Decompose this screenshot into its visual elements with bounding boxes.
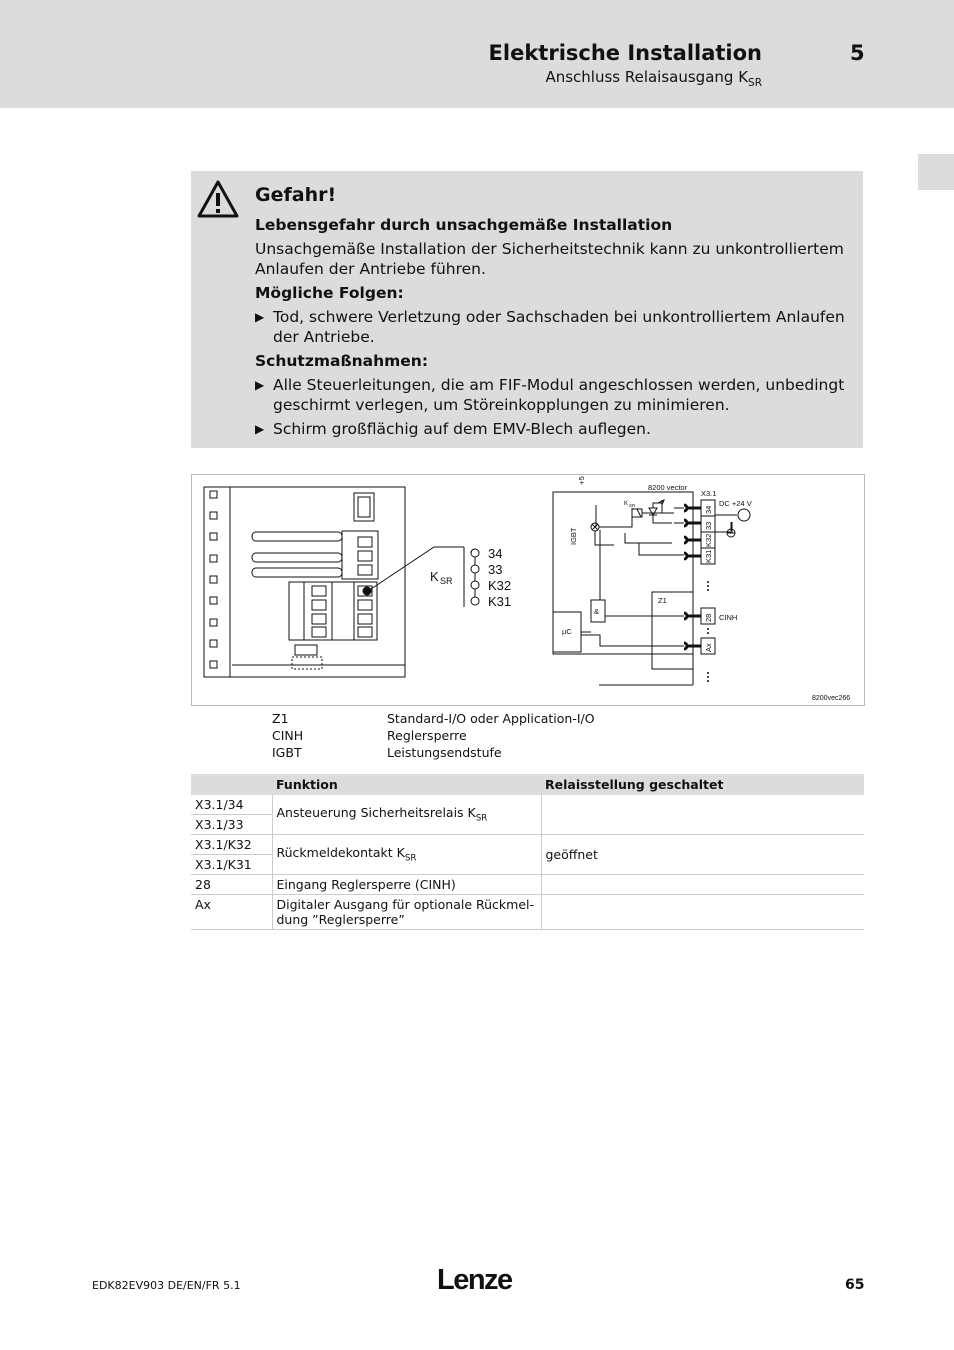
- table-row: X3.1/K32 Rückmeldekontakt $K_{SR}$ geöffnet: [191, 835, 864, 855]
- wiring-figure: [191, 474, 865, 706]
- terminal-label: 34: [488, 546, 503, 561]
- device-label: 8200 vector: [648, 483, 688, 492]
- ksr-label-sub: SR: [440, 576, 453, 586]
- ksr-label: K: [430, 569, 439, 584]
- terminal-label: K32: [488, 578, 512, 593]
- strip-label: X3.1: [701, 489, 717, 498]
- danger-heading: Gefahr!: [255, 184, 337, 206]
- consequences-label: Mögliche Folgen:: [255, 284, 404, 302]
- strip-term: 28: [704, 613, 713, 622]
- igbt-label: IGBT: [569, 527, 578, 545]
- chapter-title: Elektrische Installation: [488, 41, 762, 65]
- bullet-arrow-icon: ▶: [255, 310, 265, 324]
- danger-title: Lebensgefahr durch unsachgemäße Installation: [255, 216, 673, 234]
- dc-label: DC +24 V: [719, 499, 752, 508]
- table-row: Ax Digitaler Ausgang für optionale Rückmel- dung ”Reglersperre”: [191, 895, 864, 930]
- page-header: [0, 0, 954, 108]
- bullet-arrow-icon: ▶: [255, 378, 265, 392]
- measures-label: Schutzmaßnahmen:: [255, 352, 429, 370]
- ksr-small: K: [624, 501, 629, 507]
- table-row: X3.1/33: [191, 815, 864, 835]
- bullet-arrow-icon: ▶: [255, 422, 265, 436]
- terminal-label: K31: [488, 594, 512, 609]
- ksr-small-sub: SR: [629, 503, 636, 508]
- table-row: X3.1/34 Ansteuerung Sicherheitsrelais $K_{SR}$: [191, 795, 864, 815]
- measure-item: ▶ Schirm großflächig auf dem EMV-Blech auflegen.: [255, 420, 651, 438]
- section-subtitle: Anschluss Relaisausgang $K_{SR}$: [545, 68, 762, 89]
- document-id: EDK82EV903 DE/EN/FR 5.1: [92, 1279, 241, 1292]
- danger-text: Unsachgemäße Installation der Sicherheitstechnik kann zu unkontrolliertem Anlaufen der Antriebe führen.: [255, 240, 844, 278]
- wiring-diagram: [192, 475, 864, 705]
- danger-box: [191, 171, 863, 448]
- warning-triangle-icon: [196, 179, 240, 219]
- strip-term: K32: [704, 533, 713, 547]
- cinh-label: CINH: [719, 613, 738, 622]
- uc-label: µC: [562, 627, 572, 636]
- strip-term: K31: [704, 549, 713, 563]
- chapter-tab: [918, 154, 954, 190]
- chapter-number: 5: [850, 41, 865, 65]
- strip-term: 34: [704, 505, 713, 514]
- consequence-item: ▶ Tod, schwere Verletzung oder Sachschaden bei unkontrolliertem Anlaufen der Antriebe.: [255, 308, 845, 346]
- page-number: 65: [845, 1277, 865, 1293]
- strip-term: 33: [704, 521, 713, 530]
- strip-term: Ax: [704, 643, 713, 652]
- plus5v-label: +5 V: [577, 475, 586, 485]
- legend-row: Z1 Standard-I/O oder Application-I/O: [272, 711, 595, 726]
- and-gate-label: &: [594, 607, 600, 616]
- figure-code: 8200vec266: [812, 695, 851, 702]
- terminal-table: [191, 774, 864, 930]
- figure-legend: [272, 710, 672, 761]
- terminal-label: 33: [488, 562, 503, 577]
- legend-row: CINH Reglersperre: [272, 728, 467, 743]
- z1-label: Z1: [658, 596, 667, 605]
- table-row: X3.1/K31: [191, 855, 864, 875]
- table-row: 28 Eingang Reglersperre (CINH): [191, 875, 864, 895]
- measure-item: ▶ Alle Steuerleitungen, die am FIF-Modul angeschlossen werden, unbedingt geschirmt verlegen, um Störeinkopplungen zu minimieren.: [255, 376, 845, 414]
- lenze-logo: Lenze: [437, 1264, 512, 1296]
- table-header: Funktion Relaisstellung geschaltet: [191, 774, 864, 795]
- legend-row: IGBT Leistungsendstufe: [272, 745, 502, 760]
